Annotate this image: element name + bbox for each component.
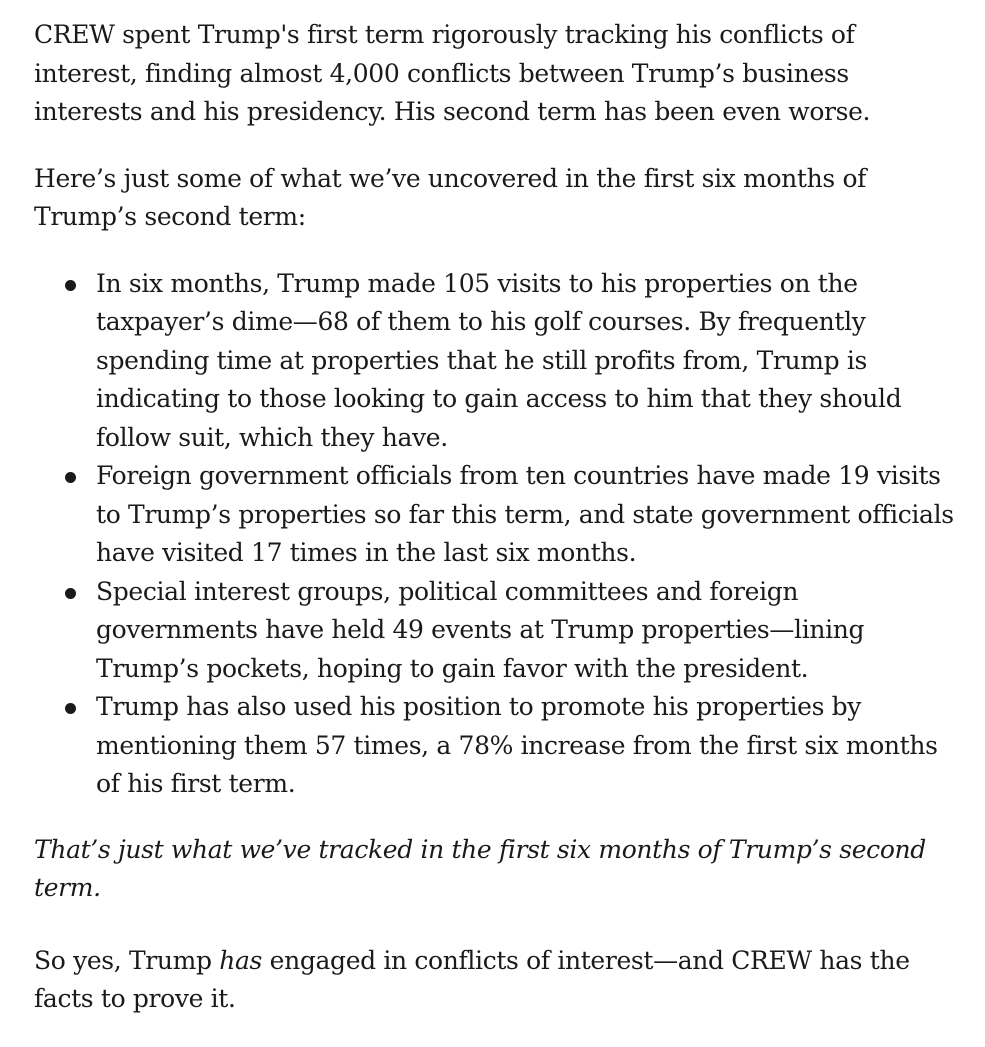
closing-text-start: So yes, Trump [34, 945, 220, 975]
lead-in-paragraph: Here’s just some of what we’ve uncovered in the first six months of Trump’s second term: [34, 163, 867, 231]
list-item: Foreign government officials from ten countries have made 19 visits to Trump’s properties so far this term, and state government officials have visited 17 times in the last six months. [96, 457, 964, 573]
italic-note: That’s just what we’ve tracked in the first six months of Trump’s second term. [34, 834, 926, 902]
closing-text-end: engaged in conflicts of interest—and CREW has the facts to prove it. [34, 945, 910, 1013]
closing-emphasis: has [219, 945, 263, 975]
list-item: In six months, Trump made 105 visits to his properties on the taxpayer’s dime—68 of them to his golf courses. By frequently spending time at properties that he still profits from, Trump is indicating to those looking to gain access to him that they should follow suit, which they have. [96, 265, 964, 458]
list-item: Special interest groups, political committees and foreign governments have held 49 events at Trump properties—lining Trump’s pockets, hoping to gain favor with the president. [96, 573, 964, 689]
list-item: Trump has also used his position to promote his properties by mentioning them 57 times, a 78% increase from the first six months of his first term. [96, 688, 964, 804]
closing-paragraph [34, 942, 964, 1019]
findings-list [34, 265, 964, 804]
intro-paragraph: CREW spent Trump's first term rigorously tracking his conflicts of interest, finding almost 4,000 conflicts between Trump’s business interests and his presidency. His second term has been even worse. [34, 20, 871, 126]
article-body [34, 16, 964, 1047]
